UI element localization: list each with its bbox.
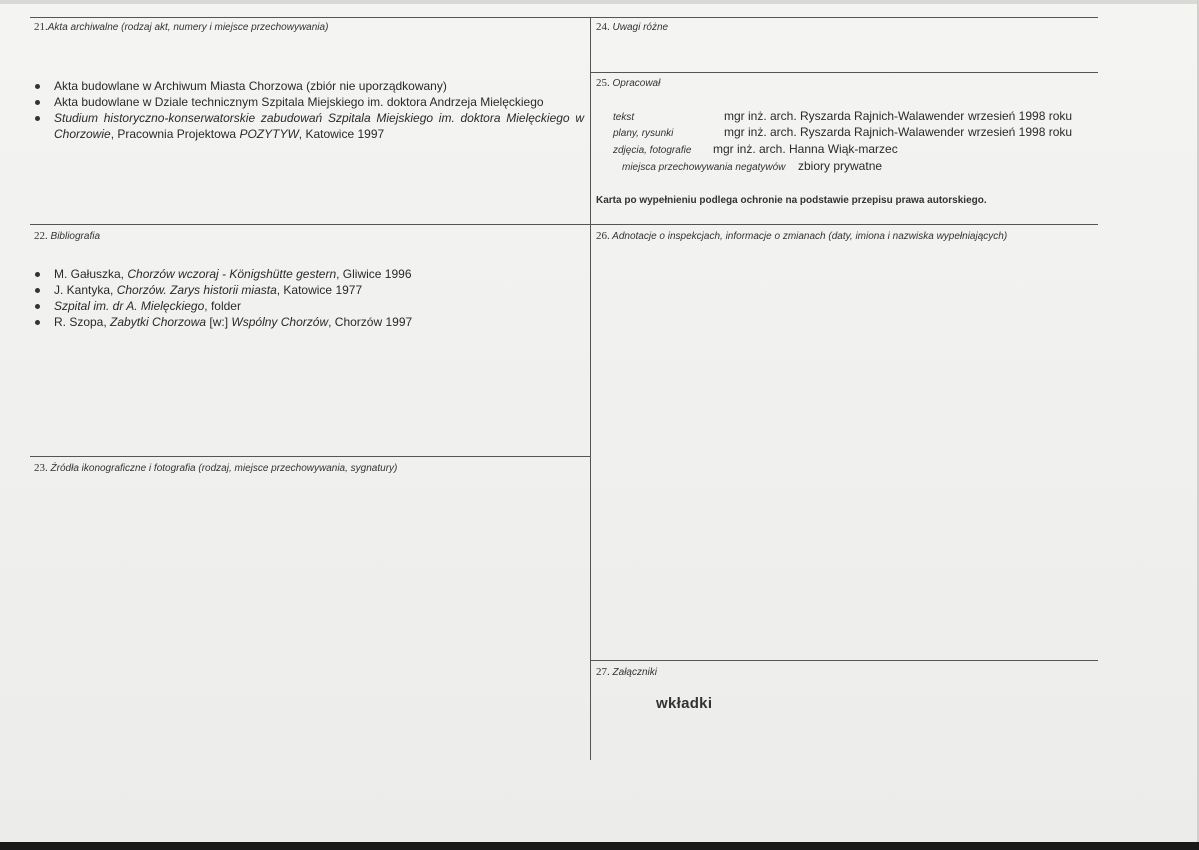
section25-title: Opracował [612, 78, 661, 89]
author-name: mgr inż. arch. Hanna Wiąk-marzec [713, 142, 898, 156]
study-publisher: , Pracownia Projektowa [110, 127, 240, 141]
scan-bottom-border [0, 842, 1199, 850]
section21-title: Akta archiwalne (rodzaj akt, numery i miejsce przechowywania) [47, 22, 329, 33]
bib-author: J. Kantyka, [54, 283, 117, 297]
author-name: mgr inż. arch. Ryszarda Rajnich-Walawender [724, 109, 965, 123]
bib-imprint: , Chorzów 1997 [328, 315, 413, 329]
section21-item-text: Akta budowlane w Archiwum Miasta Chorzowa (zbiór nie uporządkowany) [54, 79, 447, 93]
bib-title: Zabytki Chorzowa [110, 315, 207, 329]
section27-number: 27. [596, 666, 610, 678]
list-item [32, 110, 584, 142]
bib-author: M. Gałuszka, [54, 267, 128, 281]
section22-number: 22. [34, 230, 48, 242]
section25-number: 25. [596, 77, 610, 89]
bib-in: [w:] [206, 315, 232, 329]
rule-top-right [591, 17, 1098, 18]
section21-item-text: Akta budowlane w Dziale technicznym Szpitala Miejskiego im. doktora Andrzeja Mielęckiego [54, 95, 544, 109]
bib-imprint: , Gliwice 1996 [336, 267, 412, 281]
copyright-notice: Karta po wypełnieniu podlega ochronie na podstawie przepisu prawa autorskiego. [596, 195, 987, 206]
rule-section23 [30, 456, 590, 457]
bibliography-list [32, 266, 584, 330]
bib-imprint: , folder [204, 299, 241, 313]
section22-heading [34, 230, 100, 242]
section26-number: 26. [596, 230, 610, 242]
study-place-year: , Katowice 1997 [298, 127, 385, 141]
attachments-content: wkładki [656, 695, 713, 712]
list-item [32, 78, 584, 94]
page-top-edge [0, 0, 1199, 4]
rule-section25 [591, 72, 1098, 73]
author-name: mgr inż. arch. Ryszarda Rajnich-Walawender [724, 125, 965, 139]
section24-heading [596, 21, 668, 33]
list-item [32, 282, 584, 298]
section23-title: Źródła ikonograficzne i fotografia (rodzaj, miejsce przechowywania, sygnatury) [50, 463, 398, 474]
section24-number: 24. [596, 21, 610, 33]
section24-title: Uwagi różne [612, 22, 669, 33]
list-item [32, 266, 584, 282]
rule-top-left [30, 17, 590, 18]
section26-title: Adnotacje o inspekcjach, informacje o zmianach (daty, imiona i nazwiska wypełniających) [612, 231, 1008, 242]
author-date: wrzesień 1998 roku [968, 109, 1073, 123]
bib-title: Chorzów wczoraj - Königshütte gestern [127, 267, 337, 281]
section25-heading [596, 77, 660, 89]
section22-title: Bibliografia [50, 231, 101, 242]
rule-section27 [591, 660, 1098, 661]
section23-number: 23. [34, 462, 48, 474]
section21-heading [34, 21, 328, 33]
rule-section26 [591, 224, 1098, 225]
list-item [32, 298, 584, 314]
column-divider [590, 17, 591, 760]
role-label: tekst [613, 112, 635, 123]
bib-title: Szpital im. dr A. Mielęckiego [54, 299, 205, 313]
storage-place: zbiory prywatne [798, 159, 883, 173]
section27-title: Załączniki [612, 667, 657, 678]
section21-list [32, 78, 584, 142]
bib-imprint: , Katowice 1977 [276, 283, 363, 297]
section27-heading [596, 666, 657, 678]
rule-section22 [30, 224, 590, 225]
bib-author: R. Szopa, [54, 315, 111, 329]
bib-container-title: Wspólny Chorzów [231, 315, 329, 329]
role-label: zdjęcia, fotografie [613, 145, 692, 156]
bib-title: Chorzów. Zarys historii miasta [116, 283, 277, 297]
role-label: miejsca przechowywania negatywów [622, 162, 786, 173]
study-title: Studium historyczno-konserwatorskie zabudowań Szpitala Miejskiego im. doktora Mielęckiego w Chorzowie [54, 111, 584, 141]
list-item [32, 314, 584, 330]
section26-heading [596, 230, 1007, 242]
section23-heading [34, 462, 397, 474]
author-date: wrzesień 1998 roku [968, 125, 1073, 139]
list-item [32, 94, 584, 110]
role-label: plany, rysunki [613, 128, 674, 139]
studio-name: POZYTYW [239, 127, 299, 141]
section21-number: 21. [34, 21, 48, 33]
